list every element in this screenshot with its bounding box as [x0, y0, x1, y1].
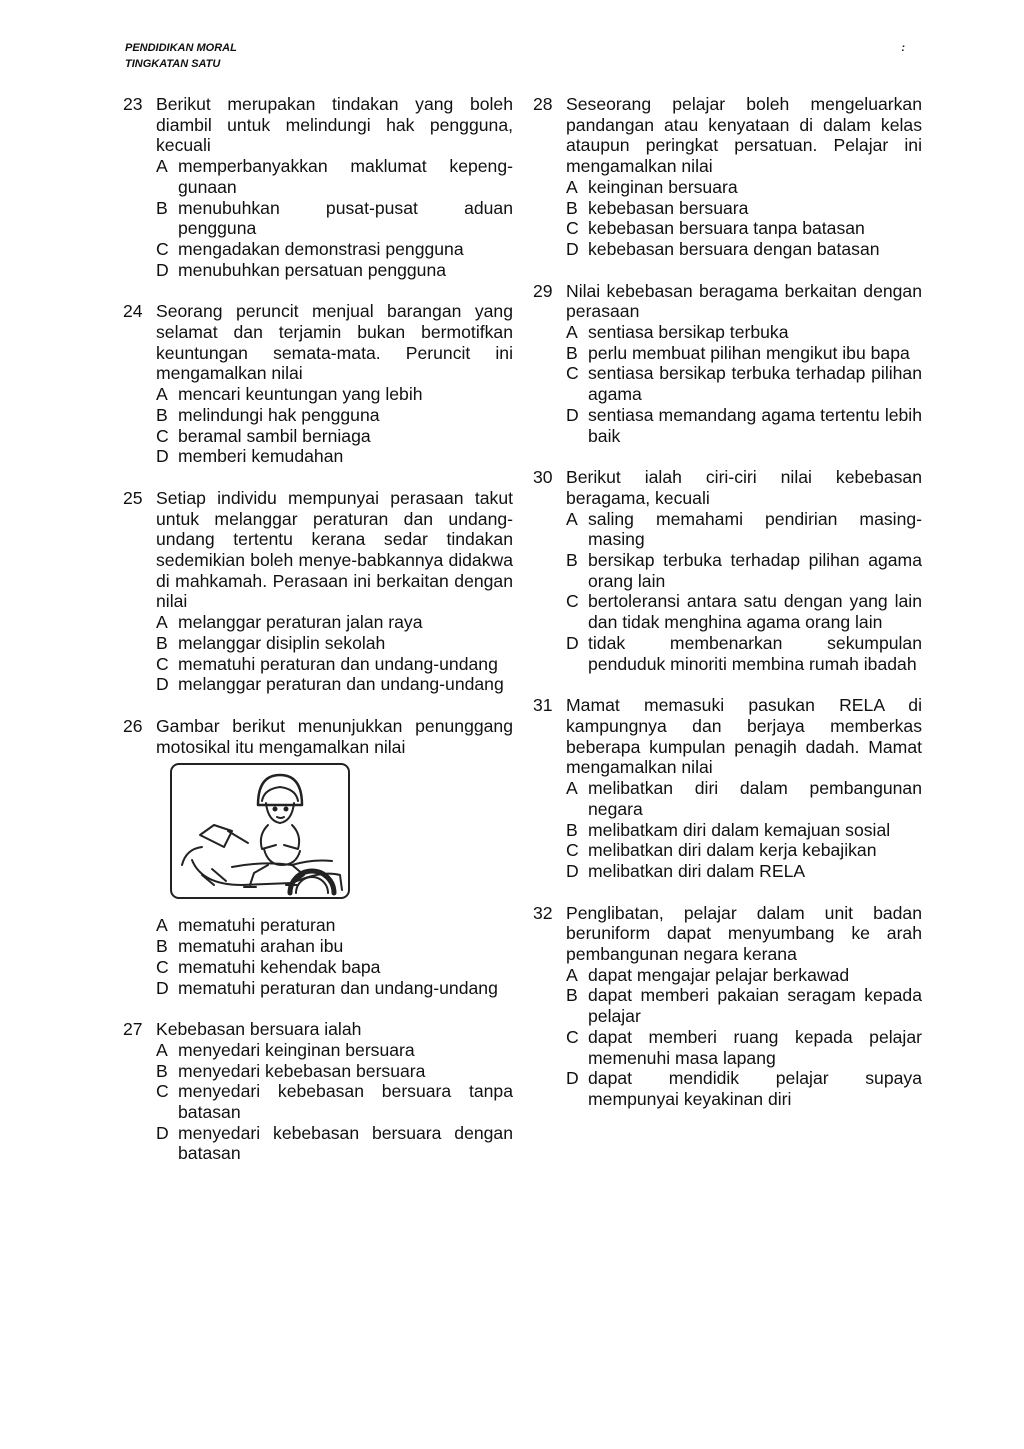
- option-text: bertoleransi antara satu dengan yang lain dan tidak menghina agama orang lain: [588, 591, 922, 633]
- option-a[interactable]: [156, 1040, 513, 1061]
- header-colon: :: [901, 42, 905, 54]
- question-number: 26: [123, 715, 143, 736]
- option-letter: D: [566, 238, 579, 259]
- option-letter: D: [566, 404, 579, 425]
- option-text: kebebasan bersuara tanpa batasan: [588, 218, 865, 239]
- question-number: 29: [533, 280, 553, 301]
- option-text: kebebasan bersuara: [588, 197, 749, 218]
- option-letter: A: [566, 176, 578, 197]
- option-letter: C: [156, 653, 169, 674]
- option-c[interactable]: [156, 426, 513, 447]
- option-text: memperbanyakkan maklumat kepeng-gunaan: [178, 156, 513, 197]
- option-c[interactable]: [566, 840, 922, 861]
- option-b[interactable]: [566, 820, 922, 841]
- option-d[interactable]: [156, 1123, 513, 1164]
- option-text: mencari keuntungan yang lebih: [178, 384, 423, 405]
- option-text: keinginan bersuara: [588, 176, 738, 197]
- question-stem: Kebebasan bersuara ialah: [156, 1019, 362, 1040]
- question-stem: Seorang peruncit menjual barangan yang selamat dan terjamin bukan bermotifkan keuntungan semata-mata. Peruncit ini mengamalkan nilai: [156, 301, 513, 384]
- question-number: 31: [533, 695, 553, 716]
- option-text: mematuhi peraturan dan undang-undang: [178, 653, 498, 674]
- question-25: [123, 488, 513, 695]
- option-text: saling memahami pendirian masing-masing: [588, 508, 922, 550]
- option-text: melindungi hak pengguna: [178, 404, 380, 425]
- option-b[interactable]: [566, 550, 922, 591]
- option-d[interactable]: [156, 978, 513, 999]
- question-number: 27: [123, 1019, 143, 1040]
- option-letter: D: [156, 259, 169, 280]
- option-letter: A: [566, 964, 578, 985]
- option-letter: C: [566, 591, 579, 612]
- option-letter: C: [156, 1081, 169, 1102]
- question-number: 24: [123, 301, 143, 322]
- option-c[interactable]: [156, 1081, 513, 1122]
- question-28: [533, 94, 922, 260]
- question-stem: Mamat memasuki pasukan RELA di kampungnya dan berjaya memberkas beberapa kumpulan penagih dadah. Mamat mengamalkan nilai: [566, 695, 922, 778]
- page-header: [125, 40, 905, 72]
- option-text: menubuhkan persatuan pengguna: [178, 259, 447, 280]
- option-a[interactable]: [566, 778, 922, 819]
- question-number: 32: [533, 902, 553, 923]
- question-number: 28: [533, 94, 553, 114]
- option-letter: D: [566, 1068, 579, 1089]
- option-letter: B: [566, 342, 578, 363]
- option-a[interactable]: [156, 384, 513, 405]
- option-text: beramal sambil berniaga: [178, 425, 371, 446]
- option-letter: A: [156, 384, 168, 405]
- left-column: [123, 94, 513, 1164]
- option-text: melibatkan diri dalam RELA: [588, 860, 806, 881]
- option-text: sentiasa memandang agama tertentu lebih baik: [588, 404, 922, 446]
- option-letter: C: [156, 956, 169, 977]
- question-number: 30: [533, 467, 553, 488]
- option-letter: A: [566, 322, 578, 343]
- option-text: melanggar peraturan jalan raya: [178, 612, 423, 633]
- option-a[interactable]: [156, 915, 513, 936]
- option-letter: C: [566, 1026, 579, 1047]
- question-stem: Penglibatan, pelajar dalam unit badan beruniform dapat menyumbang ke arah pembangunan negara kerana: [566, 902, 922, 965]
- option-d[interactable]: [566, 1068, 922, 1109]
- option-letter: B: [566, 819, 578, 840]
- option-text: kebebasan bersuara dengan batasan: [588, 238, 880, 259]
- option-text: dapat mendidik pelajar supaya mempunyai keyakinan diri: [588, 1068, 922, 1109]
- option-letter: D: [156, 446, 169, 467]
- right-column: [533, 94, 922, 1110]
- option-letter: A: [566, 508, 578, 529]
- question-number: 25: [123, 487, 143, 508]
- option-a[interactable]: [566, 965, 922, 986]
- option-text: memberi kemudahan: [178, 446, 344, 467]
- level-title: TINGKATAN SATU: [125, 58, 221, 70]
- option-letter: B: [566, 197, 578, 218]
- option-c[interactable]: [566, 363, 922, 404]
- option-b[interactable]: [566, 343, 922, 364]
- question-stem: Setiap individu mempunyai perasaan takut untuk melanggar peraturan dan undang-undang tertentu kerana sedar tindakan sedemikian boleh menye-babkannya didakwa di mahkamah. Perasaan ini berkaitan dengan nilai: [156, 487, 513, 612]
- option-text: dapat memberi ruang kepada pelajar memenuhi masa lapang: [588, 1026, 922, 1068]
- question-31: [533, 695, 922, 881]
- question-26: [123, 716, 513, 757]
- option-letter: D: [566, 860, 579, 881]
- option-text: mengadakan demonstrasi pengguna: [178, 238, 464, 259]
- option-letter: A: [566, 778, 578, 799]
- option-text: sentiasa bersikap terbuka terhadap pilihan agama: [588, 363, 922, 405]
- question-32: [533, 903, 922, 1110]
- option-text: menyedari kebebasan bersuara: [178, 1060, 426, 1081]
- option-b[interactable]: [566, 198, 922, 219]
- option-letter: A: [156, 156, 168, 177]
- option-d[interactable]: [566, 861, 922, 882]
- motorcycle-rider-icon: [172, 765, 348, 897]
- option-letter: B: [156, 936, 168, 957]
- option-letter: A: [156, 1039, 168, 1060]
- option-letter: A: [156, 612, 168, 633]
- question-stem: Berikut merupakan tindakan yang boleh diambil untuk melindungi hak pengguna, kecuali: [156, 94, 513, 156]
- option-b[interactable]: [156, 936, 513, 957]
- option-letter: D: [566, 632, 579, 653]
- option-text: mematuhi kehendak bapa: [178, 956, 381, 977]
- option-c[interactable]: [156, 957, 513, 978]
- option-letter: B: [156, 632, 168, 653]
- option-d[interactable]: [566, 239, 922, 260]
- option-b[interactable]: [156, 1061, 513, 1082]
- option-b[interactable]: [156, 405, 513, 426]
- subject-title: PENDIDIKAN MORAL: [125, 42, 237, 54]
- option-d[interactable]: [566, 633, 922, 674]
- option-d[interactable]: [156, 674, 513, 695]
- option-letter: C: [566, 218, 579, 239]
- option-letter: B: [156, 1060, 168, 1081]
- option-letter: B: [156, 197, 168, 218]
- option-b[interactable]: [156, 198, 513, 239]
- option-text: perlu membuat pilihan mengikut ibu bapa: [588, 342, 910, 363]
- question-stem: Seseorang pelajar boleh mengeluarkan pandangan atau kenyataan di dalam kelas ataupun peringkat persatuan. Pelajar ini mengamalkan nilai: [566, 94, 922, 177]
- option-text: dapat mengajar pelajar berkawad: [588, 964, 850, 985]
- option-a[interactable]: [156, 156, 513, 197]
- option-c[interactable]: [156, 239, 513, 260]
- option-d[interactable]: [156, 446, 513, 467]
- option-letter: B: [566, 985, 578, 1006]
- option-b[interactable]: [156, 633, 513, 654]
- option-a[interactable]: [566, 509, 922, 550]
- option-letter: D: [156, 977, 169, 998]
- option-letter: C: [156, 238, 169, 259]
- option-d[interactable]: [566, 405, 922, 446]
- option-text: menyedari kebebasan bersuara tanpa batasan: [178, 1081, 513, 1123]
- option-text: melibatkan diri dalam kerja kebajikan: [588, 840, 877, 861]
- option-text: melanggar disiplin sekolah: [178, 632, 386, 653]
- option-c[interactable]: [156, 654, 513, 675]
- option-text: bersikap terbuka terhadap pilihan agama orang lain: [588, 550, 922, 591]
- option-letter: D: [156, 1122, 169, 1143]
- question-stem: Nilai kebebasan beragama berkaitan dengan perasaan: [566, 280, 922, 322]
- motorcycle-rider-illustration: [170, 763, 350, 899]
- option-letter: A: [156, 915, 168, 936]
- option-letter: C: [156, 425, 169, 446]
- option-text: tidak membenarkan sekumpulan penduduk minoriti membina rumah ibadah: [588, 632, 922, 674]
- option-a[interactable]: [566, 322, 922, 343]
- option-c[interactable]: [566, 1027, 922, 1068]
- option-a[interactable]: [566, 177, 922, 198]
- option-letter: B: [156, 404, 168, 425]
- question-23: [123, 94, 513, 280]
- question-27: [123, 1019, 513, 1164]
- option-text: melibatkam diri dalam kemajuan sosial: [588, 819, 891, 840]
- option-text: melanggar peraturan dan undang-undang: [178, 674, 504, 695]
- question-30: [533, 467, 922, 674]
- question-stem: Gambar berikut menunjukkan penunggang motosikal itu mengamalkan nilai: [156, 715, 513, 757]
- option-text: menubuhkan pusat-pusat aduan pengguna: [178, 197, 513, 239]
- option-letter: C: [566, 840, 579, 861]
- question-29: [533, 281, 922, 447]
- option-text: mematuhi peraturan dan undang-undang: [178, 977, 498, 998]
- option-text: melibatkan diri dalam pembangunan negara: [588, 778, 922, 819]
- option-letter: D: [156, 674, 169, 695]
- question-number: 23: [123, 94, 143, 114]
- question-24: [123, 301, 513, 467]
- option-c[interactable]: [566, 591, 922, 632]
- option-b[interactable]: [566, 985, 922, 1026]
- option-text: sentiasa bersikap terbuka: [588, 322, 789, 343]
- option-a[interactable]: [156, 612, 513, 633]
- option-letter: C: [566, 363, 579, 384]
- option-text: mematuhi peraturan: [178, 915, 336, 936]
- question-stem: Berikut ialah ciri-ciri nilai kebebasan beragama, kecuali: [566, 467, 922, 508]
- option-letter: B: [566, 550, 578, 571]
- option-text: menyedari kebebasan bersuara dengan batasan: [178, 1122, 513, 1164]
- option-text: dapat memberi pakaian seragam kepada pelajar: [588, 985, 922, 1027]
- option-text: mematuhi arahan ibu: [178, 936, 344, 957]
- option-c[interactable]: [566, 218, 922, 239]
- option-d[interactable]: [156, 260, 513, 281]
- question-26-options: [123, 915, 513, 998]
- option-text: menyedari keinginan bersuara: [178, 1039, 415, 1060]
